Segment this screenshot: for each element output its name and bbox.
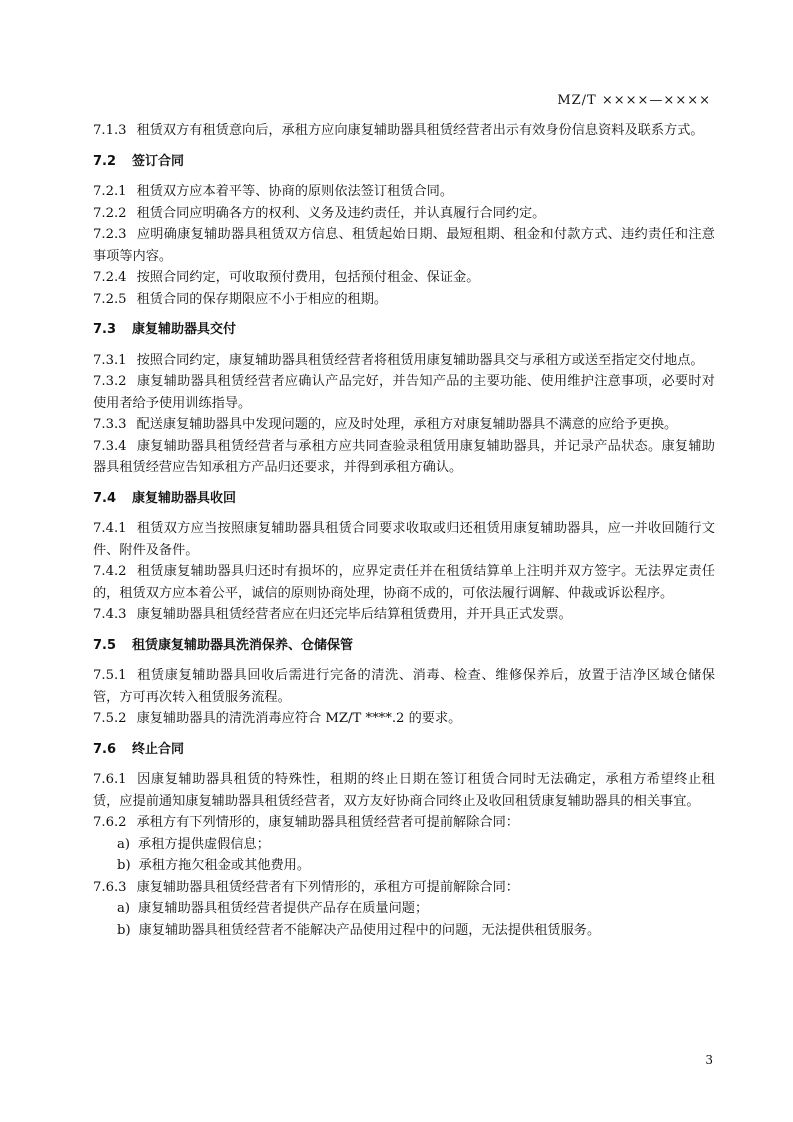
clause-number: 7.5.1 [93,668,127,683]
clause-number: 7.3.2 [93,374,127,389]
list-item [93,834,715,856]
clause-text: 康复辅助器具租赁经营者应在归还完毕后结算租赁费用，并开具正式发票。 [136,607,572,622]
clause-text: 应明确康复辅助器具租赁双方信息、租赁起始日期、最短租期、租金和付款方式、违约责任和注意事项等内容。 [93,227,715,264]
clause-text: 租赁双方应当按照康复辅助器具租赁合同要求收取或归还租赁用康复辅助器具，应一并收回随行文件、附件及备件。 [93,521,715,558]
list-item [93,898,715,920]
clause-number: 7.4.3 [93,607,127,622]
clause-number: 7.1.3 [93,123,127,138]
clause-number: 7.5.2 [93,711,127,726]
clause-number: 7.2.5 [93,291,127,307]
clause-number: 7.6.3 [93,879,127,895]
clause-paragraph [93,120,715,142]
clause-text: 配送康复辅助器具中发现问题的，应及时处理，承租方对康复辅助器具不满意的应给予更换。 [136,417,678,432]
clause-number: 7.4.2 [93,564,127,579]
clause-text: 按照合同约定，可收取预付费用，包括预付租金、保证金。 [136,270,480,285]
clause-number: 7.4.1 [93,521,127,536]
list-item-text: 康复辅助器具租赁经营者不能解决产品使用过程中的问题，无法提供租赁服务。 [138,922,601,938]
clause-number: 7.2.1 [93,184,127,199]
clause-paragraph [93,561,715,604]
clause-text: 租赁双方应本着平等、协商的原则依法签订租赁合同。 [136,184,454,199]
document-code-header: MZ/T ××××—×××× [557,93,711,108]
clause-paragraph [93,518,715,561]
clause-number: 7.2.2 [93,205,127,221]
clause-text: 因康复辅助器具租赁的特殊性，租期的终止日期在签订租赁合同时无法确定，承租方希望终止租赁，应提前通知康复辅助器具租赁经营者，双方友好协商合同终止及收回租赁康复辅助器具的相关事宜。 [93,772,715,809]
list-item-marker: b) [117,922,131,938]
list-item [93,920,715,942]
list-item-marker: b) [117,858,131,873]
clause-number: 7.6.1 [93,772,127,787]
section-heading [93,739,715,761]
clause-text: 康复辅助器具租赁经营者有下列情形的，承租方可提前解除合同： [136,879,519,895]
clause-text: 租赁康复辅助器具归还时有损坏的，应界定责任并在租赁结算单上注明并双方签字。无法界定责任的，租赁双方应本着公平，诚信的原则协商处理，协商不成的，可依法履行调解、仲裁或诉讼程序。 [93,564,715,601]
list-item-text: 康复辅助器具租赁经营者提供产品存在质量问题； [138,901,429,916]
list-item-marker: a) [117,901,131,916]
clause-number: 7.3.1 [93,352,127,368]
clause-paragraph [93,877,715,899]
clause-paragraph [93,289,715,311]
clause-paragraph [93,812,715,834]
clause-paragraph [93,414,715,436]
clause-number: 7.3.3 [93,417,127,432]
clause-text: 租赁康复辅助器具回收后需进行完备的清洗、消毒、检查、维修保养后，放置于洁净区域仓储保管，方可再次转入租赁服务流程。 [93,668,715,705]
section-title: 康复辅助器具交付 [132,322,237,337]
section-number: 7.3 [93,322,117,337]
document-body [93,120,715,941]
clause-paragraph [93,267,715,289]
list-item-text: 承租方提供虚假信息； [138,836,270,852]
clause-paragraph [93,224,715,267]
list-item [93,855,715,877]
clause-text: 租赁双方有租赁意向后，承租方应向康复辅助器具租赁经营者出示有效身份信息资料及联系方式。 [136,123,704,138]
section-number: 7.4 [93,490,117,506]
section-heading [93,151,715,173]
clause-number: 7.6.2 [93,815,127,830]
section-heading [93,319,715,341]
clause-text: 康复辅助器具的清洗消毒应符合 MZ/T ****.2 的要求。 [136,711,462,726]
section-heading [93,488,715,510]
clause-paragraph [93,708,715,730]
list-item-text: 承租方拖欠租金或其他费用。 [138,858,311,873]
clause-paragraph [93,371,715,414]
clause-paragraph [93,203,715,225]
section-title: 康复辅助器具收回 [132,490,237,506]
section-title: 签订合同 [132,153,185,169]
clause-number: 7.2.3 [93,227,127,242]
clause-text: 租赁合同应明确各方的权利、义务及违约责任，并认真履行合同约定。 [136,205,546,221]
clause-paragraph [93,665,715,708]
clause-number: 7.2.4 [93,270,127,285]
clause-text: 承租方有下列情形的，康复辅助器具租赁经营者可提前解除合同： [136,815,519,830]
section-number: 7.6 [93,741,117,757]
clause-paragraph [93,436,715,479]
clause-paragraph [93,350,715,372]
clause-text: 租赁合同的保存期限应不小于相应的租期。 [136,291,388,307]
section-number: 7.5 [93,637,117,653]
clause-text: 康复辅助器具租赁经营者应确认产品完好，并告知产品的主要功能、使用维护注意事项，必要时对使用者给予使用训练指导。 [93,374,715,411]
clause-paragraph [93,769,715,812]
section-number: 7.2 [93,153,117,169]
clause-text: 康复辅助器具租赁经营者与承租方应共同查验录租赁用康复辅助器具，并记录产品状态。康复辅助器具租赁经营应告知承租方产品归还要求，并得到承租方确认。 [93,438,715,475]
page-number: 3 [705,1053,713,1067]
clause-number: 7.3.4 [93,438,127,454]
list-item-marker: a) [117,836,131,852]
clause-text: 按照合同约定，康复辅助器具租赁经营者将租赁用康复辅助器具交与承租方或送至指定交付地点。 [136,352,704,368]
section-heading [93,635,715,657]
section-title: 终止合同 [132,741,185,757]
section-title: 租赁康复辅助器具洗消保养、仓储保管 [132,637,354,653]
clause-paragraph [93,181,715,203]
clause-paragraph [93,604,715,626]
